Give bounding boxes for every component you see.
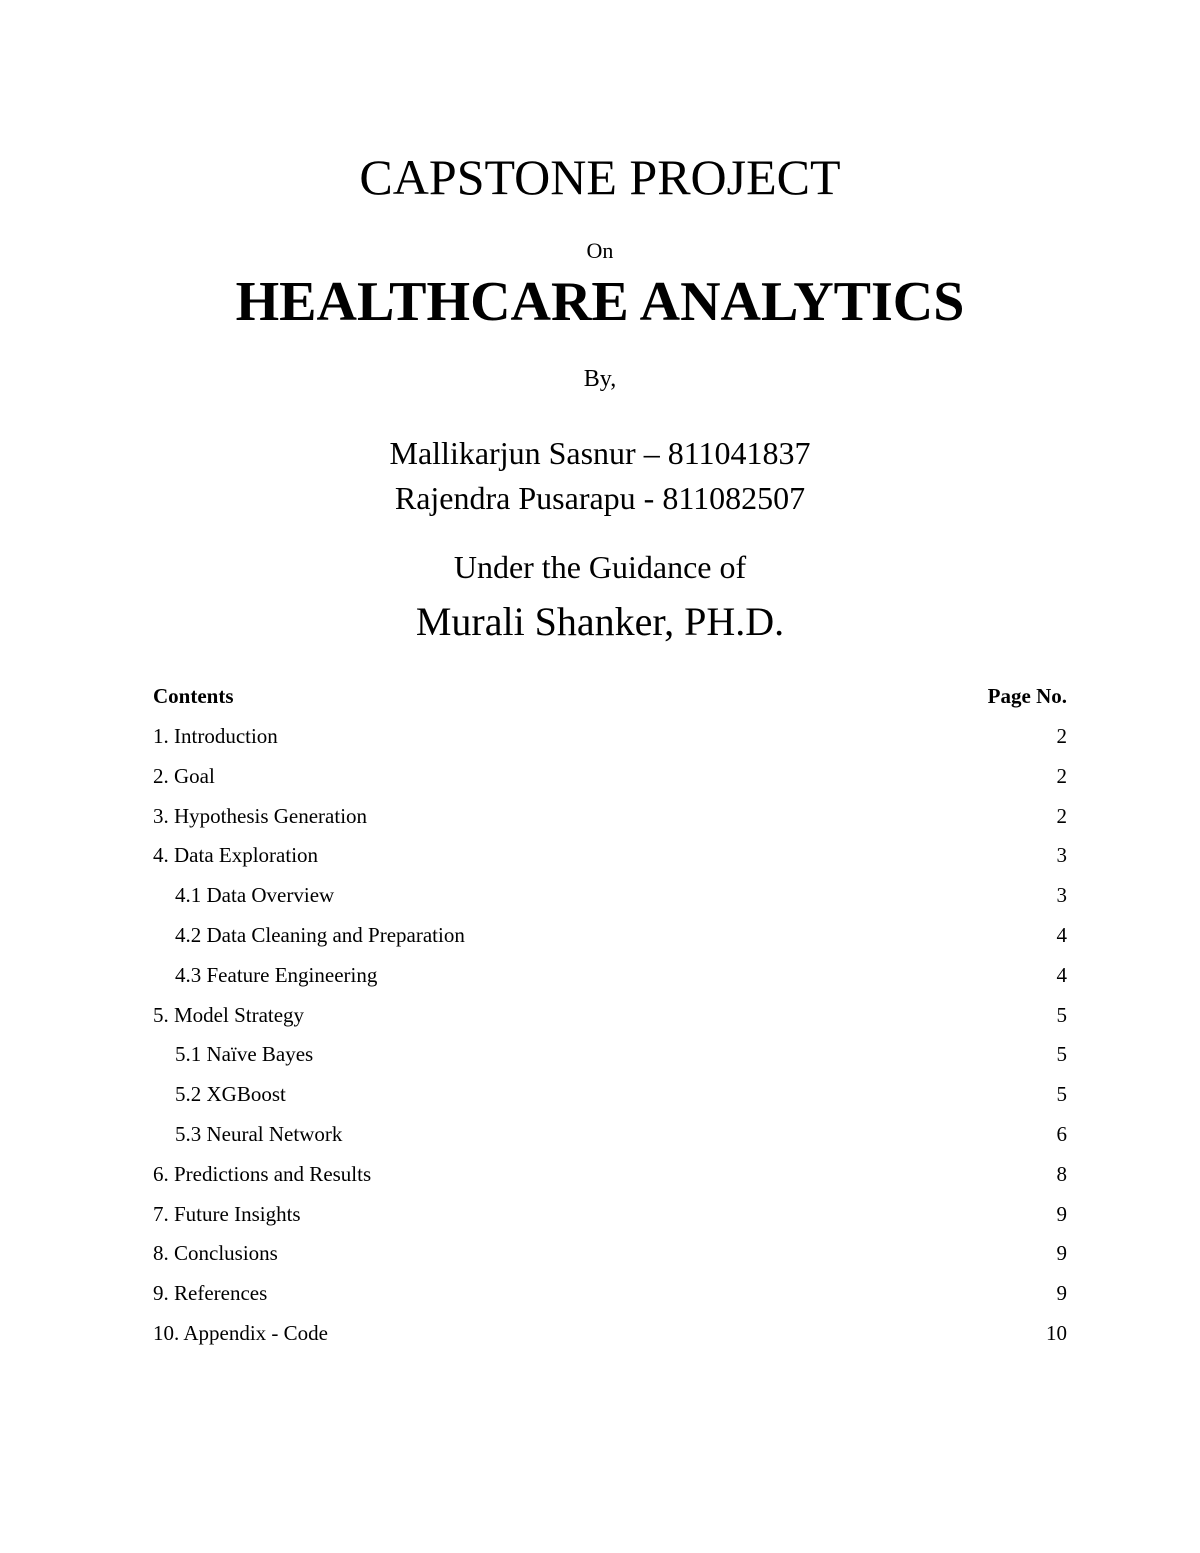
toc-entry-label: 5. Model Strategy — [153, 1002, 305, 1027]
toc-header-contents: Contents — [153, 684, 234, 708]
toc-entry-page: 5 — [1056, 1082, 1067, 1107]
toc-entry — [153, 1320, 1067, 1363]
toc-entry-label: 4.3 Feature Engineering — [175, 962, 378, 987]
toc-entry-label: 6. Predictions and Results — [153, 1161, 372, 1186]
toc-entry-page: 3 — [1056, 883, 1067, 908]
by-label: By, — [583, 366, 617, 392]
author-line: Mallikarjun Sasnur – 811041837 — [389, 435, 811, 471]
toc-entry-label: 5.1 Naïve Bayes — [175, 1042, 314, 1067]
toc-entry-label: 5.2 XGBoost — [175, 1082, 286, 1107]
toc-entry-page: 8 — [1056, 1161, 1067, 1186]
toc-entry-page: 4 — [1056, 922, 1067, 947]
toc-subentry — [153, 1044, 1067, 1084]
toc-subentry — [153, 885, 1067, 925]
document-title: CAPSTONE PROJECT — [359, 149, 841, 205]
toc-entry — [153, 803, 1067, 846]
toc-entry-page: 2 — [1056, 763, 1067, 788]
toc-entry-label: 3. Hypothesis Generation — [153, 803, 368, 828]
toc-entry-label: 7. Future Insights — [153, 1201, 301, 1226]
author-line: Rajendra Pusarapu - 811082507 — [394, 480, 806, 516]
toc-entry-page: 9 — [1056, 1241, 1067, 1266]
toc-entry — [153, 726, 1067, 766]
toc-entry — [153, 1201, 1067, 1244]
toc-entry-label: 5.3 Neural Network — [175, 1121, 343, 1146]
guidance-label: Under the Guidance of — [453, 549, 747, 585]
toc-subentry — [153, 922, 1067, 965]
toc-entry — [153, 1243, 1067, 1283]
toc-header — [153, 686, 1067, 707]
guide-name: Murali Shanker, PH.D. — [415, 599, 785, 644]
toc-entry-page: 6 — [1056, 1121, 1067, 1146]
toc-entry-label: 8. Conclusions — [153, 1241, 278, 1266]
toc-entry-label: 4.1 Data Overview — [175, 883, 335, 908]
toc-subentry — [153, 1084, 1067, 1124]
toc-entry-page: 5 — [1056, 1042, 1067, 1067]
toc-entry-page: 2 — [1056, 803, 1067, 828]
toc-entry-label: 2. Goal — [153, 763, 215, 788]
toc-entry-label: 4.2 Data Cleaning and Preparation — [175, 922, 465, 947]
toc-entry-page: 4 — [1056, 962, 1067, 987]
toc-entry — [153, 845, 1067, 885]
document-subject: HEALTHCARE ANALYTICS — [235, 271, 965, 333]
toc-entry-label: 1. Introduction — [153, 724, 278, 748]
toc-entry-label: 9. References — [153, 1281, 268, 1306]
toc-entry — [153, 1002, 1067, 1045]
toc-list — [153, 726, 1067, 1363]
toc-entry-page: 5 — [1056, 1002, 1067, 1027]
toc-entry-page: 3 — [1056, 843, 1067, 868]
toc-entry — [153, 763, 1067, 806]
toc-subentry — [153, 1121, 1067, 1164]
toc-entry-label: 10. Appendix - Code — [153, 1320, 328, 1345]
toc-subentry — [153, 962, 1067, 1005]
toc-entry-page: 10 — [1046, 1320, 1067, 1345]
toc-entry-page: 9 — [1056, 1281, 1067, 1306]
toc-header-page-no: Page No. — [987, 684, 1067, 708]
toc-entry-label: 4. Data Exploration — [153, 843, 319, 868]
title-connector: On — [586, 238, 614, 263]
toc-entry-page: 2 — [1056, 724, 1067, 748]
toc-entry — [153, 1283, 1067, 1323]
toc-entry — [153, 1161, 1067, 1204]
toc-entry-page: 9 — [1056, 1201, 1067, 1226]
